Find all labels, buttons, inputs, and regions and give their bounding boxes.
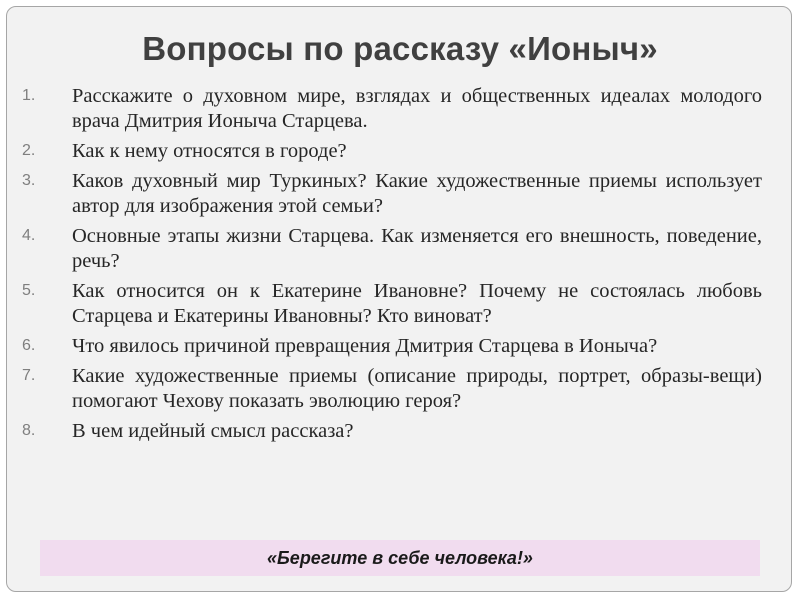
- question-text: Каков духовный мир Туркиных? Какие художественные приемы использует автор для изображения этой семьи?: [72, 170, 762, 217]
- question-number: 8.: [22, 422, 36, 439]
- question-list: [22, 84, 762, 449]
- epigraph-quote-banner: «Берегите в себе человека!»: [40, 540, 760, 576]
- question-text: Как к нему относятся в городе?: [72, 140, 347, 162]
- question-number: 1.: [22, 87, 36, 104]
- question-number: 4.: [22, 227, 36, 244]
- question-number: 2.: [22, 142, 36, 159]
- question-text: Как относится он к Екатерине Ивановне? Почему не состоялась любовь Старцева и Екатерины Ивановны? Кто виноват?: [72, 280, 762, 327]
- question-number: 3.: [22, 172, 36, 189]
- question-text: В чем идейный смысл рассказа?: [72, 420, 354, 442]
- question-text: Расскажите о духовном мире, взглядах и общественных идеалах молодого врача Дмитрия Ионыча Старцева.: [72, 85, 762, 132]
- question-text: Что явилось причиной превращения Дмитрия Старцева в Ионыча?: [72, 335, 658, 357]
- question-text: Основные этапы жизни Старцева. Как изменяется его внешность, поведение, речь?: [72, 225, 762, 272]
- list-item: [22, 224, 762, 274]
- list-item: [22, 364, 762, 414]
- question-number: 7.: [22, 367, 36, 384]
- question-number: 5.: [22, 282, 36, 299]
- question-text: Какие художественные приемы (описание природы, портрет, образы-вещи) помогают Чехову показать эволюцию героя?: [72, 365, 762, 412]
- question-number: 6.: [22, 337, 36, 354]
- list-item: [22, 84, 762, 134]
- list-item: [22, 139, 762, 164]
- slide-title: Вопросы по рассказу «Ионыч»: [142, 30, 658, 67]
- list-item: [22, 334, 762, 359]
- list-item: [22, 169, 762, 219]
- list-item: [22, 419, 762, 444]
- list-item: [22, 279, 762, 329]
